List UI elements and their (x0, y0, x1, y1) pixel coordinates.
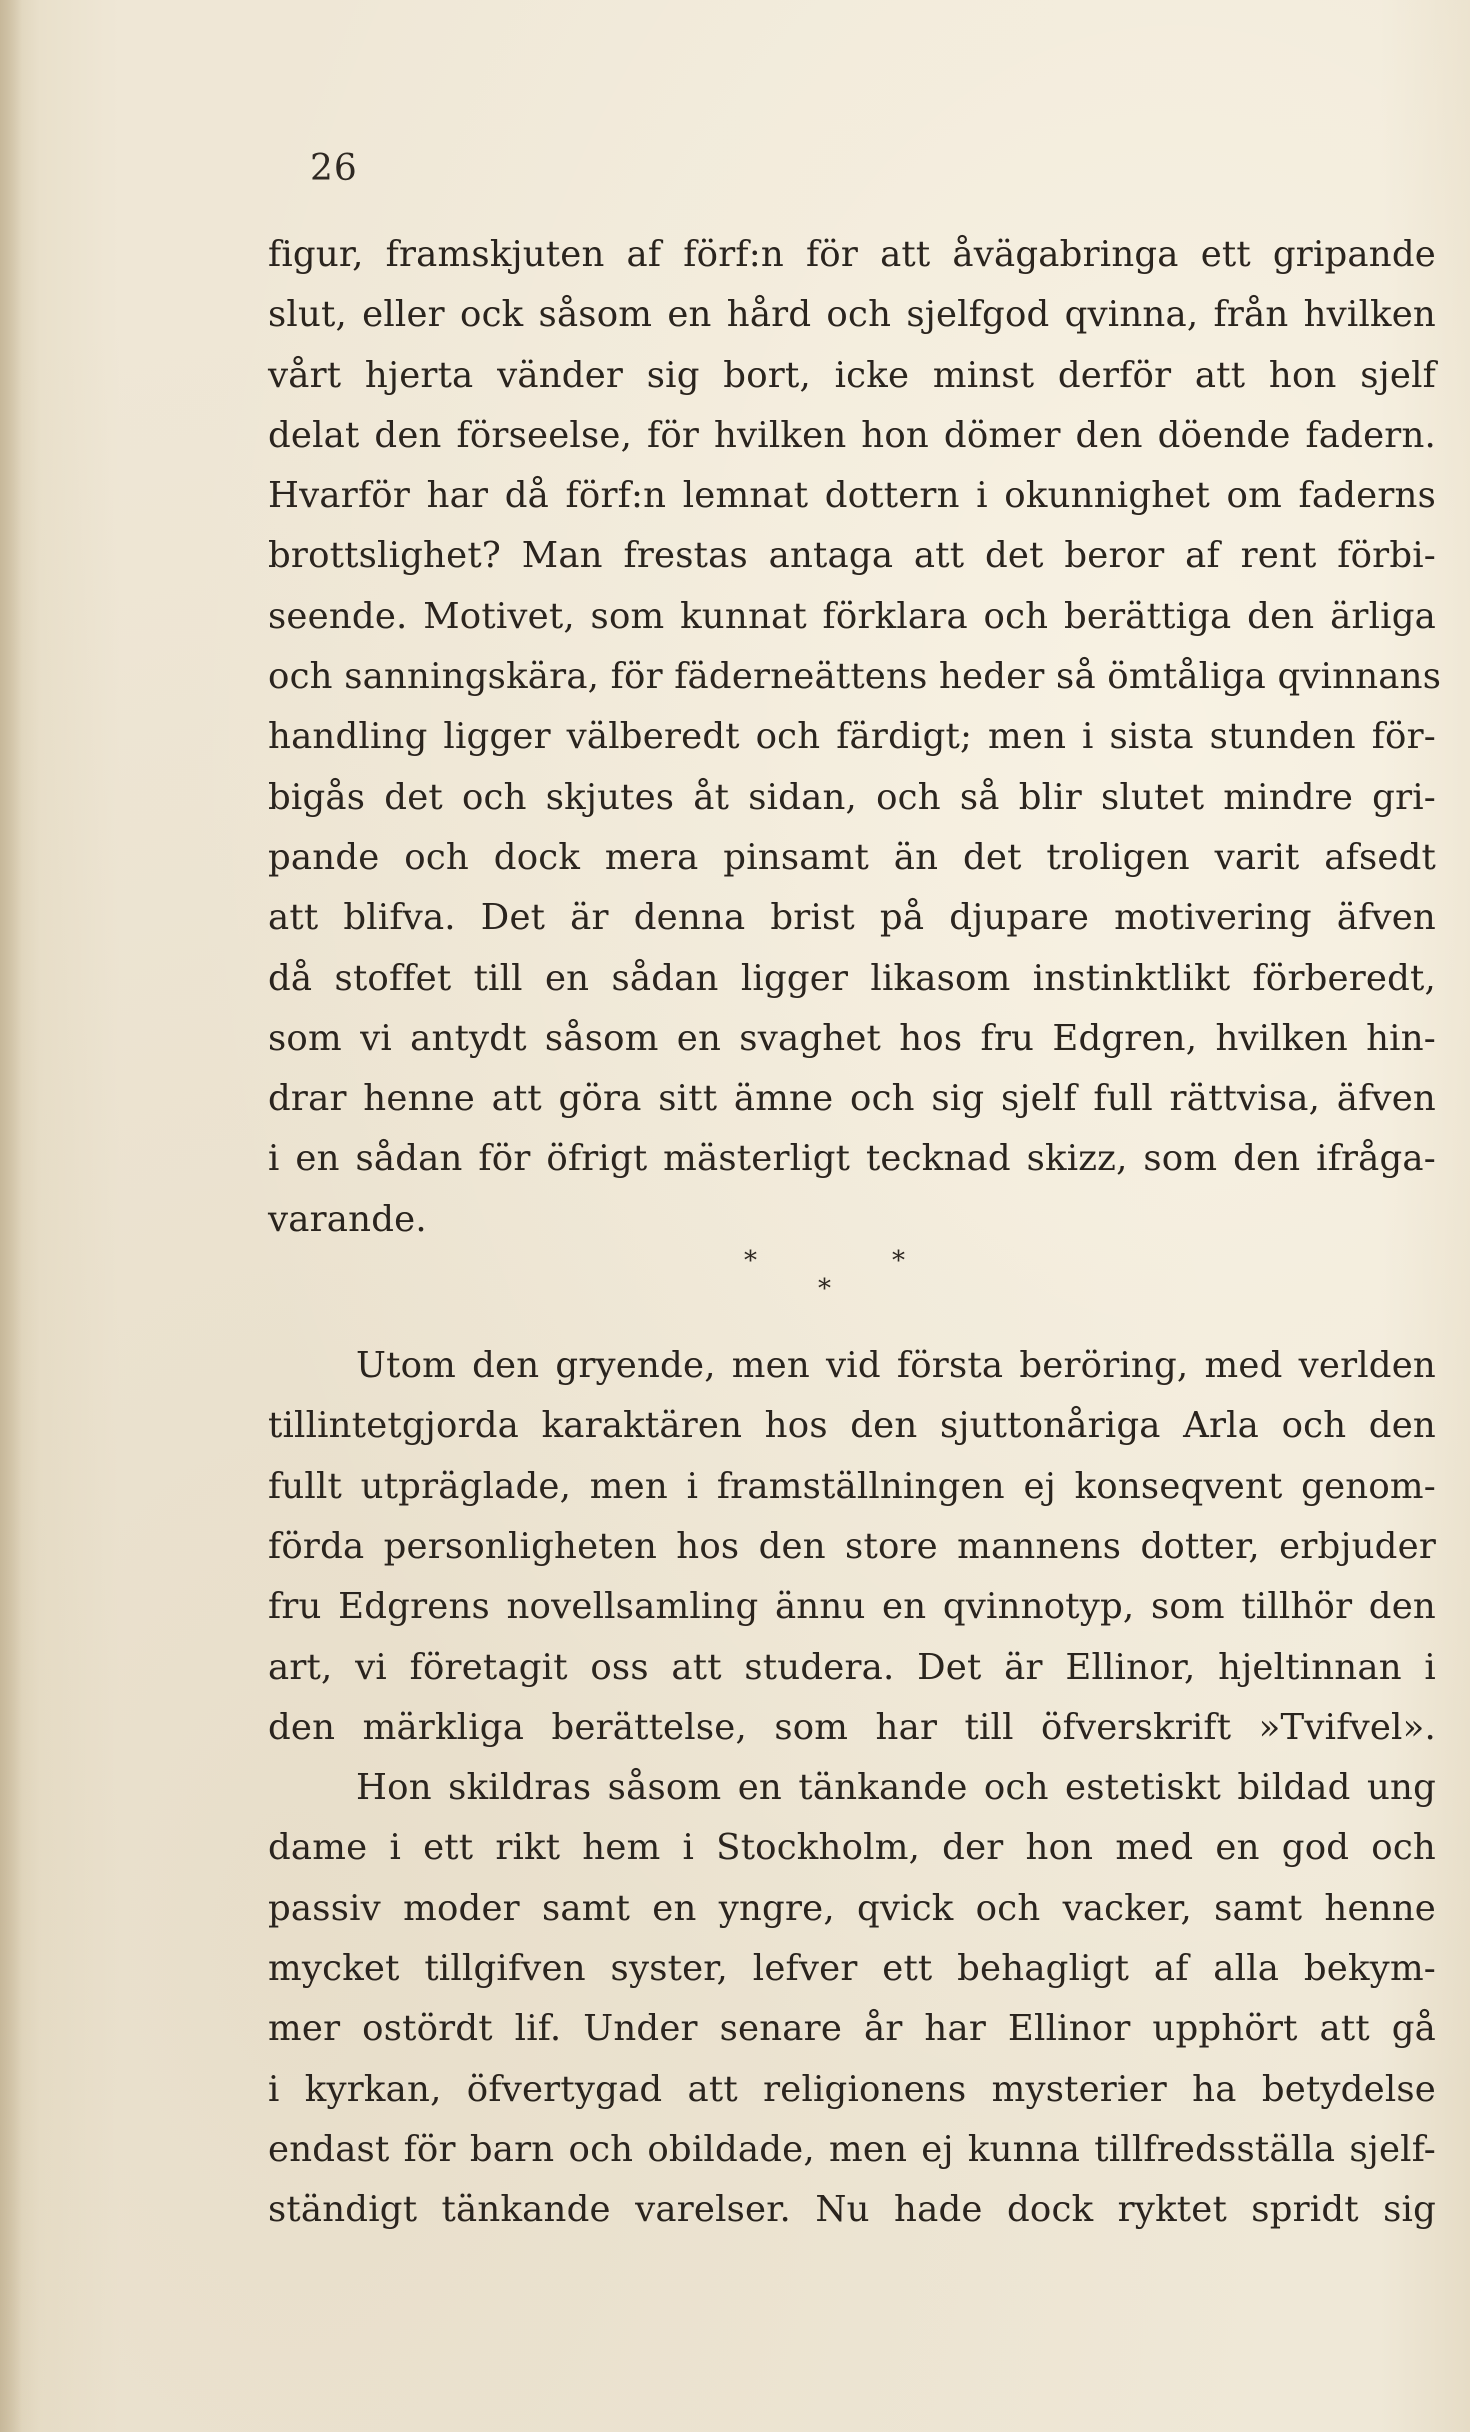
text-line: Utom den gryende, men vid första beröring, med verlden (356, 1345, 1436, 1387)
text-line: mer ostördt lif. Under senare år har Ellinor upphört att gå (268, 2008, 1436, 2050)
text-line: att blifva. Det är denna brist på djupare motivering äfven (268, 897, 1436, 939)
page-number: 26 (310, 148, 358, 189)
text-line: brottslighet? Man frestas antaga att det beror af rent förbi- (268, 535, 1436, 577)
text-line: pande och dock mera pinsamt än det troligen varit afsedt (268, 836, 1436, 878)
asterism-separator (268, 1246, 1436, 1336)
text-line: Hon skildras såsom en tänkande och estetiskt bildad ung (356, 1767, 1436, 1809)
text-line: seende. Motivet, som kunnat förklara och berättiga den ärliga (268, 595, 1436, 637)
text-line: art, vi företagit oss att studera. Det är Ellinor, hjeltinnan i (268, 1646, 1436, 1688)
asterisk: * (818, 1274, 831, 1305)
text-line: fru Edgrens novellsamling ännu en qvinnotyp, som tillhör den (268, 1586, 1436, 1628)
text-line: då stoffet till en sådan ligger likasom instinktlikt förberedt, (268, 957, 1436, 999)
text-line: endast för barn och obildade, men ej kunna tillfredsställa sjelf- (268, 2128, 1436, 2170)
page-edge-shadow (0, 0, 22, 2432)
text-line: bigås det och skjutes åt sidan, och så blir slutet mindre gri- (268, 776, 1436, 818)
asterisk: * (892, 1246, 905, 1277)
text-line: slut, eller ock såsom en hård och sjelfgod qvinna, från hvilken (268, 294, 1436, 336)
text-line: ständigt tänkande varelser. Nu hade dock ryktet spridt sig (268, 2189, 1436, 2231)
paragraph-3 (268, 1758, 1436, 2240)
text-line: Hvarför har då förf:n lemnat dottern i okunnighet om faderns (268, 475, 1436, 517)
text-line: drar henne att göra sitt ämne och sig sjelf full rättvisa, äfven (268, 1078, 1436, 1120)
text-line: förda personligheten hos den store mannens dotter, erbjuder (268, 1525, 1436, 1567)
text-line: fullt utpräglade, men i framställningen ej konseqvent genom- (268, 1465, 1436, 1507)
text-line: passiv moder samt en yngre, qvick och vacker, samt henne (268, 1887, 1436, 1929)
text-line: handling ligger välberedt och färdigt; men i sista stunden för- (268, 716, 1436, 758)
body-text (268, 225, 1442, 2241)
text-line: i kyrkan, öfvertygad att religionens mysterier ha betydelse (268, 2068, 1436, 2110)
paragraph-2 (268, 1336, 1436, 1758)
text-line: tillintetgjorda karaktären hos den sjuttonåriga Arla och den (268, 1405, 1436, 1447)
text-line: varande. (268, 1198, 427, 1240)
text-line: delat den förseelse, för hvilken hon dömer den döende fadern. (268, 414, 1436, 456)
text-line: dame i ett rikt hem i Stockholm, der hon med en god och (268, 1827, 1436, 1869)
asterisk: * (744, 1246, 757, 1277)
text-line: som vi antydt såsom en svaghet hos fru Edgren, hvilken hin- (268, 1017, 1436, 1059)
paragraph-1 (268, 225, 1442, 1250)
text-line: och sanningskära, för fäderneättens heder så ömtåliga qvinnans (268, 656, 1442, 698)
text-line: i en sådan för öfrigt mästerligt tecknad skizz, som den ifråga- (268, 1138, 1436, 1180)
text-line: mycket tillgifven syster, lefver ett behagligt af alla bekym- (268, 1948, 1436, 1990)
text-line: den märkliga berättelse, som har till öfverskrift »Tvifvel». (268, 1706, 1436, 1748)
text-line: vårt hjerta vänder sig bort, icke minst derför att hon sjelf (268, 354, 1436, 396)
text-line: figur, framskjuten af förf:n för att åvägabringa ett gripande (268, 234, 1436, 275)
